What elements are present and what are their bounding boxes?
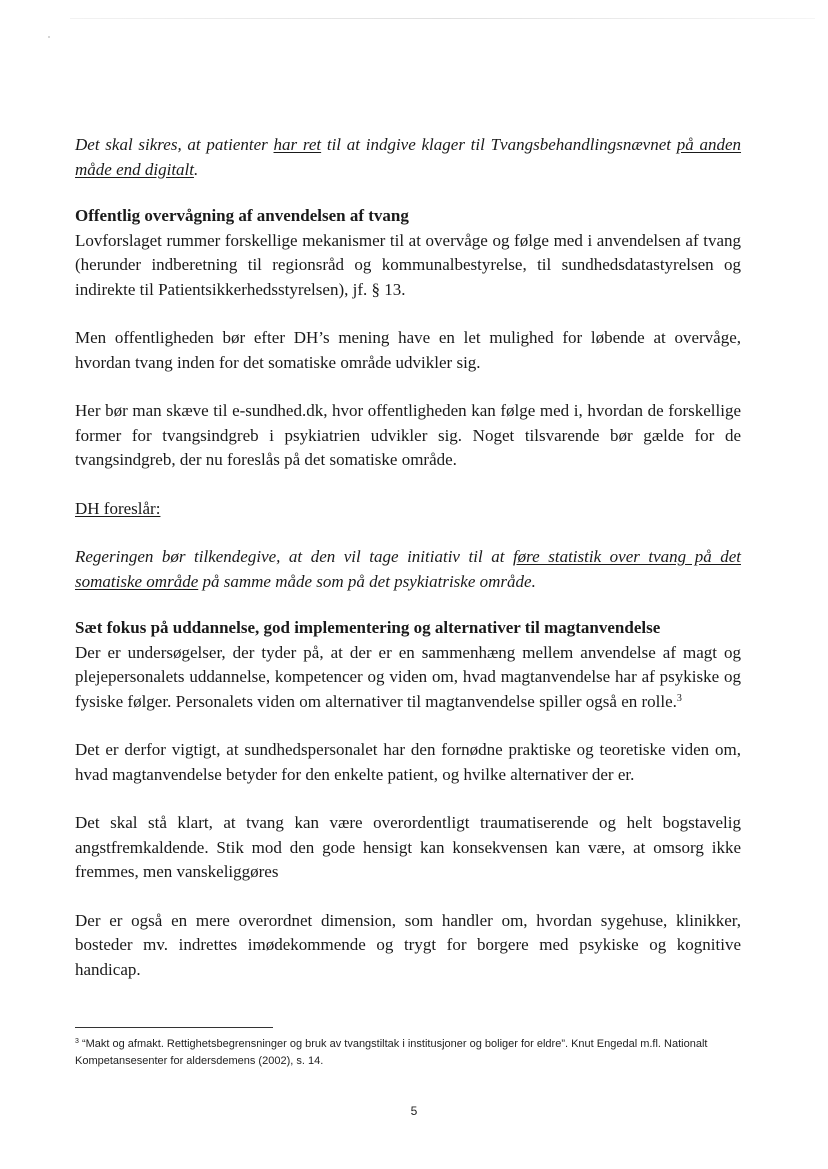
proposal-text-2: på samme måde som på det psykiatriske område. [198, 571, 536, 591]
footnote-separator [75, 1027, 273, 1028]
dh-proposal-label: DH foreslår: [75, 498, 161, 518]
footnote-reference: 3 [676, 692, 682, 704]
paragraph-offentligheden: Men offentligheden bør efter DH’s mening have en let mulighed for løbende at overvåge, hvordan tvang inden for det somatiske område udvikler sig. [75, 328, 741, 372]
section-heading-monitoring: Offentlig overvågning af anvendelsen af tvang [75, 206, 409, 225]
section-heading-education: Sæt fokus på uddannelse, god implementering og alternativer til magtanvendelse [75, 618, 661, 637]
scan-artifact-dot [48, 36, 50, 38]
footnote-text: “Makt og afmakt. Rettighetsbegrensninger og bruk av tvangstiltak i institusjoner og boliger for eldre”. Knut Engedal m.fl. Nationalt Kompetansesenter for aldersdemens (2002), s. 14. [75, 1038, 708, 1067]
scan-artifact-line [70, 18, 815, 19]
proposal-paragraph [75, 545, 741, 594]
paragraph-e-sundhed: Her bør man skæve til e-sundhed.dk, hvor offentligheden kan følge med i, hvordan de forskellige former for tvangsindgreb i psykiatrien udvikler sig. Noget tilsvarende bør gælde for de tvangsindgreb, der nu foreslås på det somatiske område. [75, 401, 741, 469]
paragraph-overordnet-dimension: Der er også en mere overordnet dimension, som handler om, hvordan sygehuse, klinikker, bosteder mv. indrettes imødekommende og trygt for borgere med psykiske og kognitive handicap. [75, 910, 741, 979]
paragraph-lovforslaget: Lovforslaget rummer forskellige mekanismer til at overvåge og følge med i anvendelsen af tvang (herunder indberetning til regionsråd og kommunalbestyrelse, til sundhedsdatastyrelsen og indirekte til Patientsikkerhedsstyrelsen), jf. § 13. [75, 230, 741, 299]
paragraph-sundhedspersonalet: Det er derfor vigtigt, at sundhedspersonalet har den fornødne praktiske og teoretiske viden om, hvad magtanvendelse betyder for den enkelte patient, og hvilke alternativer der er. [75, 740, 741, 784]
paragraph-tvang-traumatiserende: Det skal stå klart, at tvang kan være overordentligt traumatiserende og helt bogstavelig angstfremkaldende. Stik mod den gode hensigt kan konsekvensen kan være, at omsorg ikke fremmes, men vanskeliggøres [75, 813, 741, 881]
proposal-text-1: Regeringen bør tilkendegive, at den vil tage initiativ til at [75, 547, 513, 566]
complaint-text-2: til at indgive klager til Tvangsbehandlingsnævnet [321, 135, 677, 154]
complaint-paragraph [75, 133, 741, 182]
complaint-text-3: . [193, 159, 199, 179]
document-body [75, 133, 741, 982]
paragraph-undersogelser-text: Der er undersøgelser, der tyder på, at der er en sammenhæng mellem anvendelse af magt og plejepersonalets uddannelse, kompetencer og viden om, hvad magtanvendelse har af psykiske og fysiske følger. Personalets viden om alternativer til magtanvendelse spiller også en rolle. [75, 642, 741, 711]
complaint-underlined-1: har ret [273, 135, 322, 154]
paragraph-undersogelser [75, 641, 741, 715]
proposal-underlined: føre statistik over tvang på det somatiske område [75, 547, 741, 591]
footnote [75, 1036, 743, 1069]
footnote-number: 3 [75, 1038, 79, 1045]
page-number: 5 [410, 1104, 418, 1118]
complaint-text-1: Det skal sikres, at patienter [75, 135, 274, 154]
complaint-underlined-2: på anden måde end digitalt [75, 135, 742, 179]
